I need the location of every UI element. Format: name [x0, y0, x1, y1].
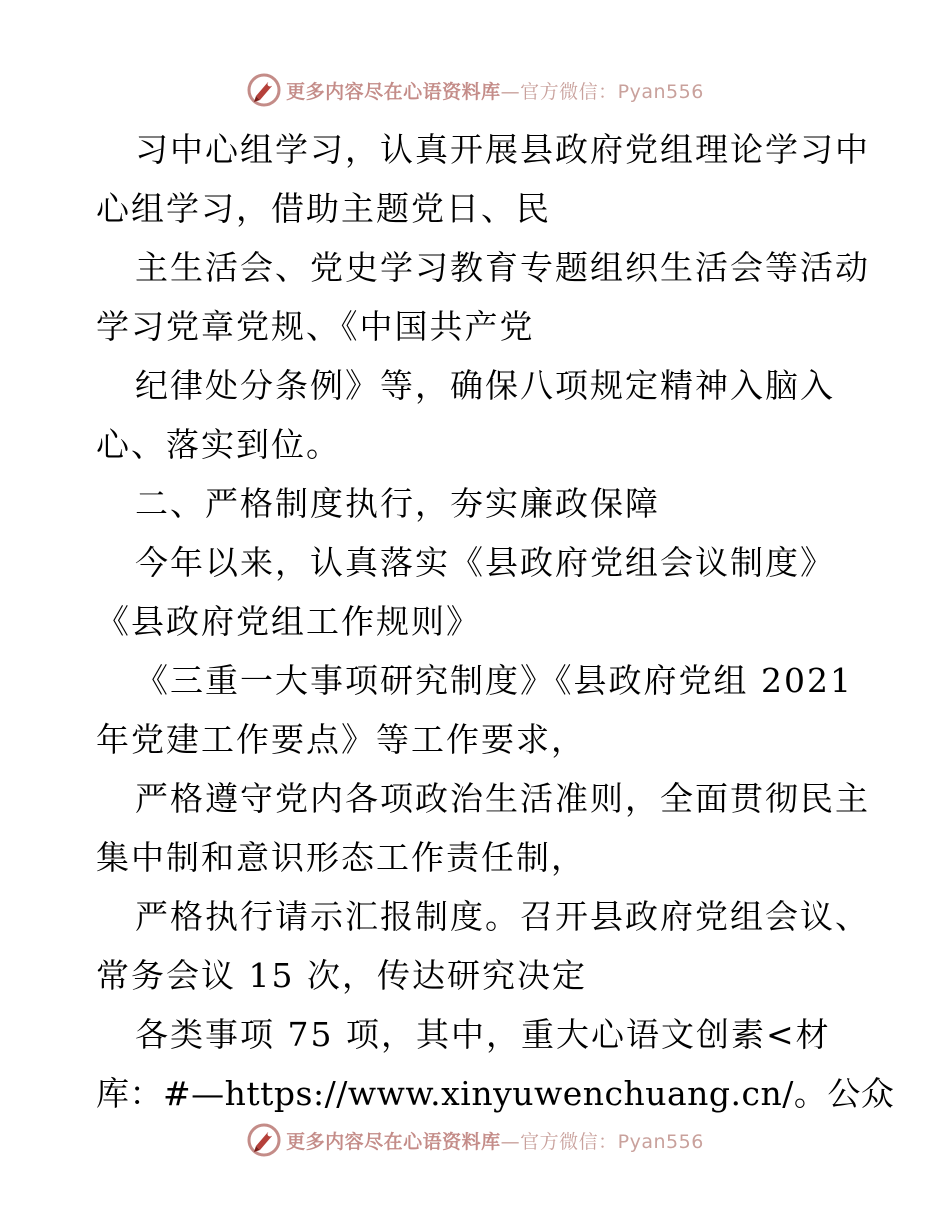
footer-banner-contact: 官方微信：Pyan556 [520, 1130, 704, 1153]
body-line-15: 常务会议 15 次，传达研究决定 [96, 956, 587, 995]
brand-logo-icon [246, 72, 282, 108]
body-line-4: 学习党章党规、《中国共产党 [96, 307, 535, 346]
footer-banner [246, 1122, 704, 1158]
header-banner-contact: 官方微信：Pyan556 [520, 80, 704, 103]
footer-banner-text [286, 1127, 704, 1154]
header-banner [246, 72, 704, 108]
body-line-1: 习中心组学习，认真开展县政府党组理论学习中 [135, 130, 870, 169]
body-line-10: 《三重一大事项研究制度》《县政府党组 2021 [135, 661, 853, 700]
footer-banner-dash: — [500, 1130, 521, 1153]
body-line-13: 集中制和意识形态工作责任制， [96, 838, 586, 877]
document-body [96, 120, 895, 1123]
section-heading: 二、严格制度执行，夯实廉政保障 [135, 484, 660, 523]
body-line-5: 纪律处分条例》等，确保八项规定精神入脑入 [135, 366, 835, 405]
body-line-6: 心、落实到位。 [96, 425, 341, 464]
brand-logo-icon [246, 1122, 282, 1158]
footer-banner-main: 更多内容尽在心语资料库 [286, 1130, 501, 1153]
body-line-14: 严格执行请示汇报制度。召开县政府党组会议、 [135, 897, 870, 936]
header-banner-text [286, 77, 704, 104]
body-line-2: 心组学习，借助主题党日、民 [96, 189, 551, 228]
header-banner-main: 更多内容尽在心语资料库 [286, 80, 501, 103]
body-line-8: 今年以来，认真落实《县政府党组会议制度》 [135, 543, 835, 582]
header-banner-dash: — [500, 80, 521, 103]
page-footer [0, 1120, 950, 1160]
body-line-9: 《县政府党组工作规则》 [96, 602, 481, 641]
body-line-17: 库：#—https://www.xinyuwenchuang.cn/。公众 [96, 1074, 895, 1113]
body-line-16: 各类事项 75 项，其中，重大心语文创素<材 [135, 1015, 831, 1054]
body-line-3: 主生活会、党史学习教育专题组织生活会等活动 [135, 248, 870, 287]
page-header [0, 70, 950, 110]
body-line-11: 年党建工作要点》等工作要求， [96, 720, 586, 759]
body-line-12: 严格遵守党内各项政治生活准则，全面贯彻民主 [135, 779, 870, 818]
